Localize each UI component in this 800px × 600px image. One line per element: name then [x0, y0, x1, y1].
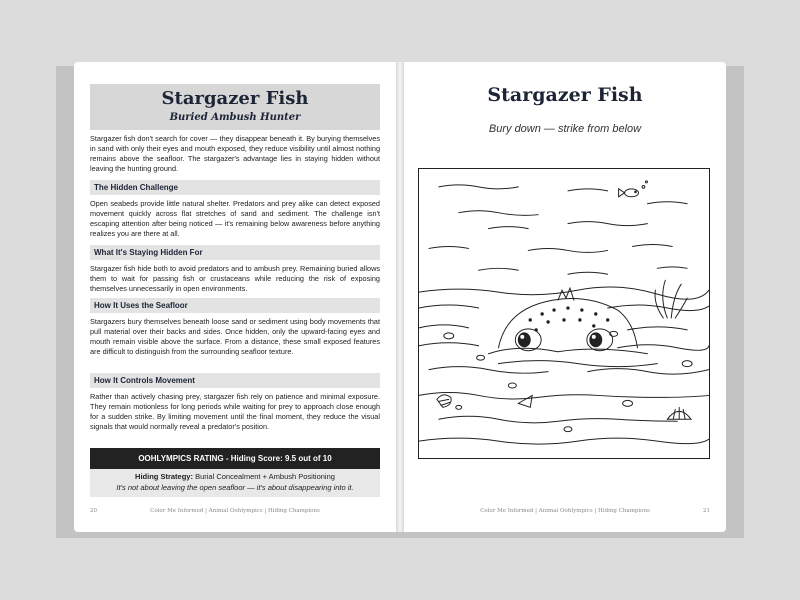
section-heading-hidden-challenge: The Hidden Challenge — [90, 180, 380, 195]
section-text-uses-seafloor: Stargazers bury themselves beneath loose sand or sediment using body movements that pull material over their backs and sides. Once hidden, only the upward-facing eyes and mouth remain visible above the surface. From a distance, these small exposed features are difficult to distinguish from the surrounding seafloor texture. — [90, 317, 380, 356]
strategy-value: Burial Concealment + Ambush Positioning — [195, 472, 335, 481]
hiding-score-banner: OOHLYMPICS RATING - Hiding Score: 9.5 out of 10 — [90, 448, 380, 469]
page-title: Stargazer Fish — [161, 88, 309, 109]
section-text-hidden-challenge: Open seabeds provide little natural shelter. Predators and prey alike can detect exposed movement quickly across flat stretches of sand and sediment. The challenge isn't escaping attention after being noticed — it's remaining below awareness before anything realizes you are there at all. — [90, 199, 380, 238]
right-page — [404, 62, 726, 532]
scallop-shell-icon — [667, 407, 691, 419]
cone-shell-icon — [518, 395, 532, 407]
stargazer-fish-icon — [489, 288, 658, 366]
page-number-left: 20 — [90, 508, 97, 514]
hiding-strategy-line — [90, 472, 380, 481]
coloring-illustration-frame — [418, 168, 710, 459]
strategy-label: Hiding Strategy: — [135, 472, 193, 481]
section-heading-staying-hidden-for: What It's Staying Hidden For — [90, 245, 380, 260]
section-text-staying-hidden-for: Stargazer fish hide both to avoid predators and to ambush prey. Remaining buried allows them to wait for passing fish or crustaceans while reducing the risk of exposing themselves unnecessarily in open environments. — [90, 264, 380, 293]
coloring-page-subtitle: Bury down — strike from below — [488, 123, 642, 135]
small-fish-icon — [619, 189, 639, 197]
section-heading-uses-seafloor: How It Uses the Seafloor — [90, 298, 380, 313]
page-subtitle: Buried Ambush Hunter — [169, 112, 301, 123]
page-number-right: 21 — [703, 508, 710, 514]
left-page — [74, 62, 396, 532]
stargazer-fish-illustration — [419, 169, 709, 458]
title-block — [90, 84, 380, 130]
section-text-controls-movement: Rather than actively chasing prey, stargazer fish rely on patience and minimal exposure. They remain motionless for long periods while waiting for prey to approach close enough for a sudden strike. By limiting movement until the final moment, they reduce the visual signals that would normally reveal a predator's position. — [90, 392, 380, 431]
tagline: It's not about leaving the open seafloor — it's about disappearing into it. — [116, 483, 354, 492]
shell-icon — [437, 395, 451, 407]
footer-right: Color Me Informed | Animal Oohlympics | Hiding Champions — [480, 508, 650, 514]
footer-left: Color Me Informed | Animal Oohlympics | Hiding Champions — [150, 508, 320, 514]
coloring-page-title: Stargazer Fish — [487, 84, 643, 106]
book-gutter — [396, 62, 404, 532]
section-heading-controls-movement: How It Controls Movement — [90, 373, 380, 388]
hiding-strategy-box — [90, 469, 380, 497]
intro-paragraph: Stargazer fish don't search for cover — they disappear beneath it. By burying themselves in sand with only their eyes and mouth exposed, they reduce visibility until almost nothing remains above the seafloor. The stargazer's advantage lies in staying hidden without leaving the hunting ground. — [90, 134, 380, 173]
